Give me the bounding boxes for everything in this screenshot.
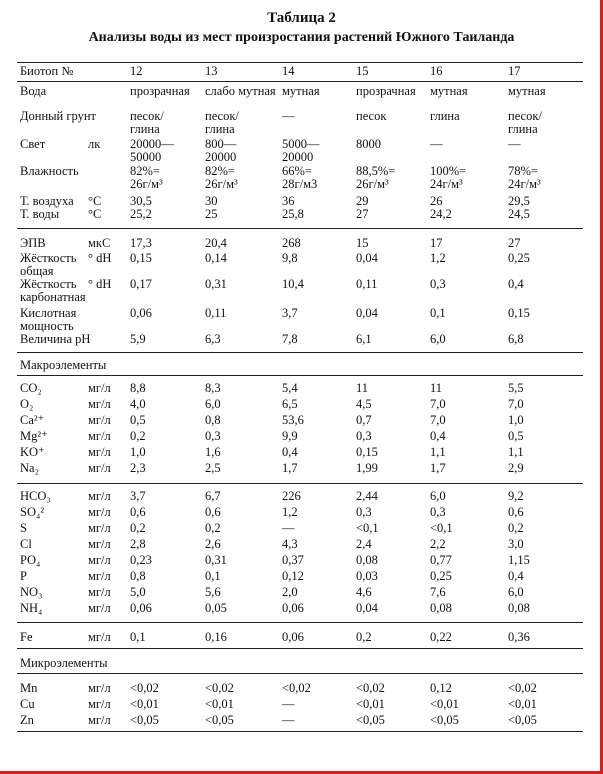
chemistry-row-label: Кислотная мощность: [20, 306, 77, 333]
anion-row-value: 0,05: [205, 601, 227, 615]
micro-row-value: <0,05: [508, 713, 537, 727]
chemistry-row-value: 0,31: [205, 277, 227, 291]
anion-row-label: P: [20, 569, 27, 583]
physical-row-value: песок/ глина: [205, 109, 239, 136]
chemistry-row-value: 0,25: [508, 251, 530, 265]
chemistry-row-value: 9,8: [282, 251, 298, 265]
anion-row-value: 0,2: [130, 521, 146, 535]
fe-row-unit: мг/л: [88, 630, 111, 644]
anion-row-value: 4,3: [282, 537, 298, 551]
physical-row-value: песок/ глина: [130, 109, 164, 136]
chemistry-row-value: 0,14: [205, 251, 227, 265]
micro-row-value: <0,02: [508, 681, 537, 695]
anion-row-value: 9,2: [508, 489, 524, 503]
micro-row-value: —: [282, 713, 295, 727]
macro-row-label: O₂: [20, 397, 34, 411]
physical-row-value: 24,2: [430, 207, 452, 221]
physical-row-unit: лк: [88, 137, 101, 151]
header-column: 13: [205, 64, 218, 78]
anion-row-value: 0,06: [282, 601, 304, 615]
anion-row-value: <0,1: [430, 521, 453, 535]
micro-row-value: <0,01: [430, 697, 459, 711]
chemistry-row-value: 0,06: [130, 306, 152, 320]
anion-row-value: 5,0: [130, 585, 146, 599]
physical-row-value: мутная: [282, 84, 320, 98]
anion-row-unit: мг/л: [88, 505, 111, 519]
macro-row-unit: мг/л: [88, 397, 111, 411]
chemistry-row-unit: мкС: [88, 236, 111, 250]
macro-row-value: 0,4: [430, 429, 446, 443]
micro-row-unit: мг/л: [88, 681, 111, 695]
micro-row-unit: мг/л: [88, 697, 111, 711]
macro-row-unit: мг/л: [88, 429, 111, 443]
chemistry-row-value: 6,0: [430, 332, 446, 346]
anion-row-value: 2,6: [205, 537, 221, 551]
micro-row-value: <0,05: [430, 713, 459, 727]
physical-row-label: Влажность: [20, 164, 79, 178]
header-label: Биотоп №: [20, 64, 74, 78]
chemistry-row-value: 0,15: [508, 306, 530, 320]
macro-row-unit: мг/л: [88, 381, 111, 395]
micro-row-value: <0,01: [205, 697, 234, 711]
anion-row-label: PO₄: [20, 553, 41, 567]
macro-row-label: Na₂: [20, 461, 39, 475]
rule-2: [17, 352, 583, 353]
chemistry-row-value: 0,4: [508, 277, 524, 291]
macro-row-unit: мг/л: [88, 461, 111, 475]
macro-row-value: 1,7: [282, 461, 298, 475]
anion-row-value: 1,15: [508, 553, 530, 567]
macro-row-value: 2,5: [205, 461, 221, 475]
anion-row-value: <0,1: [356, 521, 379, 535]
physical-row-value: мутная: [430, 84, 468, 98]
macro-row-value: 2,3: [130, 461, 146, 475]
physical-row-value: слабо мутная: [205, 84, 276, 98]
micro-row-value: <0,05: [205, 713, 234, 727]
chemistry-row-value: 0,04: [356, 306, 378, 320]
anion-row-value: 2,4: [356, 537, 372, 551]
macro-row-value: 8,8: [130, 381, 146, 395]
anion-row-unit: мг/л: [88, 537, 111, 551]
anion-row-label: Cl: [20, 537, 32, 551]
chemistry-row-value: 0,04: [356, 251, 378, 265]
chemistry-row-unit: ° dH: [88, 251, 112, 265]
anion-row-unit: мг/л: [88, 585, 111, 599]
micro-row-value: <0,01: [356, 697, 385, 711]
macro-row-value: 1,6: [205, 445, 221, 459]
chemistry-row-value: 10,4: [282, 277, 304, 291]
macro-row-value: 0,7: [356, 413, 372, 427]
anion-row-unit: мг/л: [88, 521, 111, 535]
chemistry-row-value: 17,3: [130, 236, 152, 250]
anion-row-unit: мг/л: [88, 569, 111, 583]
anion-row-value: 226: [282, 489, 301, 503]
anion-row-value: 0,31: [205, 553, 227, 567]
micro-row-value: 0,12: [430, 681, 452, 695]
physical-row-label: Т. воды: [20, 207, 60, 221]
chemistry-row-label: ЭПВ: [20, 236, 46, 250]
chemistry-row-value: 6,1: [356, 332, 372, 346]
rule-1: [17, 228, 583, 229]
anion-row-unit: мг/л: [88, 489, 111, 503]
physical-row-value: 800— 20000: [205, 137, 237, 164]
micro-row-value: <0,02: [130, 681, 159, 695]
anion-row-value: 0,8: [130, 569, 146, 583]
macro-row-value: 0,15: [356, 445, 378, 459]
anion-row-value: 0,23: [130, 553, 152, 567]
anion-row-label: HCO₃: [20, 489, 51, 503]
macro-row-value: 0,8: [205, 413, 221, 427]
micro-row-unit: мг/л: [88, 713, 111, 727]
physical-row-value: глина: [430, 109, 460, 123]
anion-row-value: 1,2: [282, 505, 298, 519]
physical-row-label: Свет: [20, 137, 46, 151]
anion-row-value: 5,6: [205, 585, 221, 599]
micro-row-value: <0,02: [282, 681, 311, 695]
chemistry-row-value: 7,8: [282, 332, 298, 346]
header-bottom-rule: [17, 81, 583, 82]
chemistry-row-value: 0,17: [130, 277, 152, 291]
anion-row-value: 0,06: [130, 601, 152, 615]
macro-row-label: CO₂: [20, 381, 42, 395]
physical-row-value: 20000— 50000: [130, 137, 174, 164]
physical-row-value: 82%= 26г/м³: [130, 164, 163, 191]
physical-row-value: 30: [205, 194, 218, 208]
anion-row-value: 0,08: [356, 553, 378, 567]
anion-row-value: 4,6: [356, 585, 372, 599]
chemistry-row-value: 17: [430, 236, 443, 250]
macro-row-value: 6,5: [282, 397, 298, 411]
micro-row-value: <0,02: [356, 681, 385, 695]
chemistry-row-value: 1,2: [430, 251, 446, 265]
physical-row-value: 29: [356, 194, 369, 208]
anion-row-value: 0,77: [430, 553, 452, 567]
macro-row-value: 7,0: [430, 413, 446, 427]
micro-row-value: <0,01: [508, 697, 537, 711]
physical-row-value: 25: [205, 207, 218, 221]
physical-row-value: песок: [356, 109, 387, 123]
macro-row-label: KO⁺: [20, 445, 45, 459]
anion-row-unit: мг/л: [88, 553, 111, 567]
anion-row-value: 2,8: [130, 537, 146, 551]
macro-row-value: 0,3: [205, 429, 221, 443]
header-column: 15: [356, 64, 369, 78]
anion-row-label: NO₃: [20, 585, 43, 599]
physical-row-value: 24,5: [508, 207, 530, 221]
anion-row-value: 2,2: [430, 537, 446, 551]
anion-row-label: S: [20, 521, 27, 535]
anion-row-value: 0,2: [205, 521, 221, 535]
macro-row-label: Mg²⁺: [20, 429, 48, 443]
anion-row-value: 6,0: [508, 585, 524, 599]
chemistry-row-value: 15: [356, 236, 369, 250]
macro-row-value: 2,9: [508, 461, 524, 475]
header-column: 14: [282, 64, 295, 78]
macro-row-value: 6,0: [205, 397, 221, 411]
physical-row-value: 25,2: [130, 207, 152, 221]
macro-row-value: 7,0: [430, 397, 446, 411]
physical-row-value: 78%= 24г/м³: [508, 164, 541, 191]
physical-row-value: 30,5: [130, 194, 152, 208]
rule-7: [17, 673, 583, 674]
macro-row-value: 1,1: [430, 445, 446, 459]
rule-5: [17, 622, 583, 623]
macro-row-value: 1,0: [508, 413, 524, 427]
anion-row-value: 6,7: [205, 489, 221, 503]
chemistry-row-label: Величина pH: [20, 332, 91, 346]
physical-row-value: 66%= 28г/м3: [282, 164, 318, 191]
physical-row-value: 5000— 20000: [282, 137, 320, 164]
anion-row-value: 0,6: [508, 505, 524, 519]
anion-row-value: 3,0: [508, 537, 524, 551]
macro-row-value: 5,4: [282, 381, 298, 395]
macro-row-value: 11: [356, 381, 369, 395]
micro-row-value: <0,02: [205, 681, 234, 695]
chemistry-row-label: Жёсткость карбонатная: [20, 277, 86, 304]
anion-row-value: 0,3: [356, 505, 372, 519]
fe-row-value: 0,22: [430, 630, 452, 644]
macro-row-value: 8,3: [205, 381, 221, 395]
micro-row-value: <0,05: [130, 713, 159, 727]
chemistry-row-value: 6,8: [508, 332, 524, 346]
table-top-rule: [17, 62, 583, 63]
physical-row-value: 36: [282, 194, 295, 208]
fe-row-value: 0,2: [356, 630, 372, 644]
macro-row-value: 1,1: [508, 445, 524, 459]
physical-row-value: песок/ глина: [508, 109, 542, 136]
fe-row-value: 0,06: [282, 630, 304, 644]
section-macro: Макроэлементы: [20, 358, 107, 372]
anion-row-value: 0,04: [356, 601, 378, 615]
macro-row-value: 0,5: [508, 429, 524, 443]
fe-row-value: 0,36: [508, 630, 530, 644]
micro-row-value: <0,05: [356, 713, 385, 727]
anion-row-value: 0,08: [430, 601, 452, 615]
chemistry-row-value: 20,4: [205, 236, 227, 250]
anion-row-value: 0,37: [282, 553, 304, 567]
anion-row-value: 0,12: [282, 569, 304, 583]
anion-row-value: 0,25: [430, 569, 452, 583]
table-bottom-rule: [17, 731, 583, 732]
macro-row-value: 53,6: [282, 413, 304, 427]
chemistry-row-value: 0,1: [430, 306, 446, 320]
anion-row-value: 0,4: [508, 569, 524, 583]
macro-row-value: 7,0: [508, 397, 524, 411]
fe-row-value: 0,16: [205, 630, 227, 644]
anion-row-value: 7,6: [430, 585, 446, 599]
macro-row-unit: мг/л: [88, 445, 111, 459]
micro-row-label: Zn: [20, 713, 34, 727]
physical-row-label: Донный грунт: [20, 109, 96, 123]
macro-row-unit: мг/л: [88, 413, 111, 427]
chemistry-row-value: 0,3: [430, 277, 446, 291]
anion-row-value: 2,0: [282, 585, 298, 599]
anion-row-unit: мг/л: [88, 601, 111, 615]
chemistry-row-label: Жёсткость общая: [20, 251, 77, 278]
chemistry-row-value: 3,7: [282, 306, 298, 320]
macro-row-value: 1,7: [430, 461, 446, 475]
table-title: Таблица 2: [267, 10, 336, 26]
anion-row-value: 0,3: [430, 505, 446, 519]
physical-row-value: 82%= 26г/м³: [205, 164, 238, 191]
physical-row-value: 88,5%= 26г/м³: [356, 164, 396, 191]
chemistry-row-unit: ° dH: [88, 277, 112, 291]
anion-row-value: 6,0: [430, 489, 446, 503]
macro-row-value: 0,2: [130, 429, 146, 443]
physical-row-value: 29,5: [508, 194, 530, 208]
micro-row-label: Cu: [20, 697, 35, 711]
physical-row-value: —: [508, 137, 521, 151]
physical-row-unit: °C: [88, 207, 102, 221]
anion-row-value: 2,44: [356, 489, 378, 503]
micro-row-label: Mn: [20, 681, 38, 695]
chemistry-row-value: 27: [508, 236, 521, 250]
macro-row-label: Ca²⁺: [20, 413, 45, 427]
macro-row-value: 0,3: [356, 429, 372, 443]
chemistry-row-value: 0,15: [130, 251, 152, 265]
rule-3: [17, 375, 583, 376]
macro-row-value: 0,5: [130, 413, 146, 427]
fe-row-label: Fe: [20, 630, 33, 644]
physical-row-value: 26: [430, 194, 443, 208]
macro-row-value: 11: [430, 381, 443, 395]
physical-row-value: мутная: [508, 84, 546, 98]
macro-row-value: 5,5: [508, 381, 524, 395]
physical-row-value: прозрачная: [356, 84, 416, 98]
anion-row-label: NH₄: [20, 601, 43, 615]
anion-row-value: 0,08: [508, 601, 530, 615]
chemistry-row-value: 6,3: [205, 332, 221, 346]
chemistry-row-value: 5,9: [130, 332, 146, 346]
micro-row-value: <0,01: [130, 697, 159, 711]
physical-row-value: 100%= 24г/м³: [430, 164, 467, 191]
anion-row-label: SO₄²: [20, 505, 45, 519]
fe-row-value: 0,1: [130, 630, 146, 644]
physical-row-value: 25,8: [282, 207, 304, 221]
physical-row-value: 8000: [356, 137, 381, 151]
macro-row-value: 1,0: [130, 445, 146, 459]
physical-row-value: прозрачная: [130, 84, 190, 98]
header-column: 16: [430, 64, 443, 78]
physical-row-value: —: [282, 109, 295, 123]
physical-row-value: —: [430, 137, 443, 151]
physical-row-label: Т. воздуха: [20, 194, 74, 208]
physical-row-unit: °C: [88, 194, 102, 208]
chemistry-row-value: 0,11: [356, 277, 378, 291]
macro-row-value: 4,5: [356, 397, 372, 411]
header-column: 17: [508, 64, 521, 78]
table-subtitle: Анализы воды из мест произростания растений Южного Таиланда: [88, 30, 515, 45]
anion-row-value: 0,6: [205, 505, 221, 519]
rule-6: [17, 648, 583, 649]
macro-row-value: 1,99: [356, 461, 378, 475]
chemistry-row-value: 0,11: [205, 306, 227, 320]
macro-row-value: 9,9: [282, 429, 298, 443]
anion-row-value: 0,6: [130, 505, 146, 519]
rule-4: [17, 483, 583, 484]
micro-row-value: —: [282, 697, 295, 711]
header-column: 12: [130, 64, 143, 78]
anion-row-value: 0,2: [508, 521, 524, 535]
anion-row-value: 3,7: [130, 489, 146, 503]
anion-row-value: 0,03: [356, 569, 378, 583]
anion-row-value: —: [282, 521, 295, 535]
chemistry-row-value: 268: [282, 236, 301, 250]
macro-row-value: 4,0: [130, 397, 146, 411]
anion-row-value: 0,1: [205, 569, 221, 583]
physical-row-label: Вода: [20, 84, 47, 98]
macro-row-value: 0,4: [282, 445, 298, 459]
section-micro: Микроэлементы: [20, 656, 108, 670]
physical-row-value: 27: [356, 207, 369, 221]
